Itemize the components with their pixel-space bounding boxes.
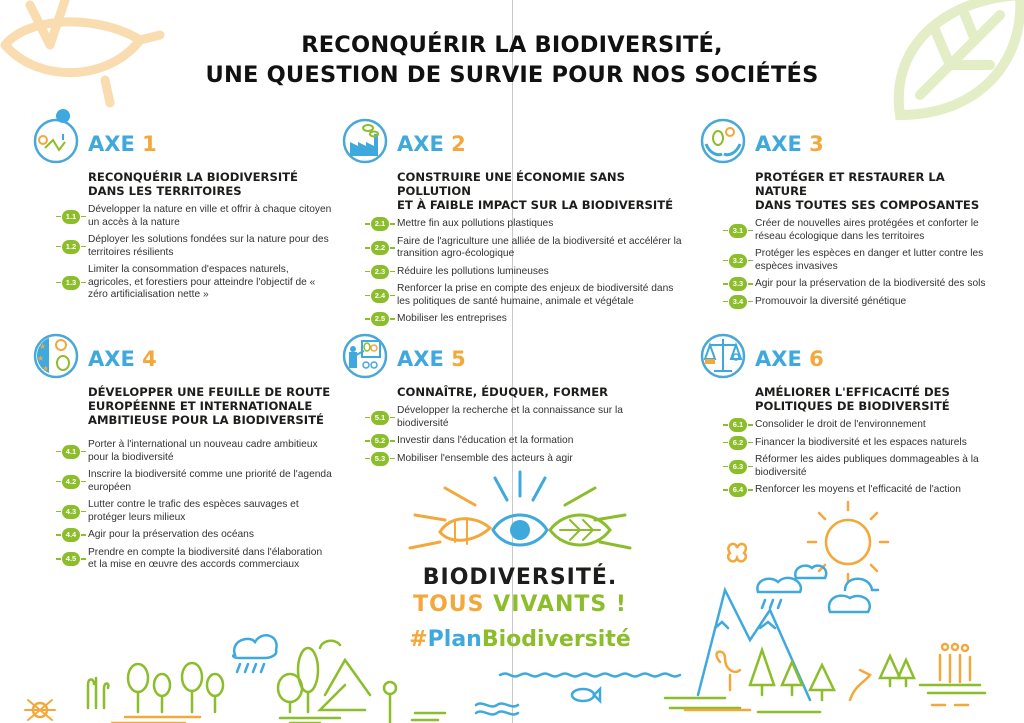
action-item: 3.3 Agir pour la préservation de la biodiversité des sols [700, 278, 1000, 291]
action-item: 6.2 Financer la biodiversité et les espaces naturels [700, 437, 1000, 450]
slogan-line-1: BIODIVERSITÉ. [422, 565, 618, 590]
action-item: 3.2 Protéger les espèces en danger et lutter contre les espèces invasives [700, 248, 1000, 273]
axe-6-section [700, 333, 1000, 502]
action-item: 6.3 Réformer les aides publiques dommageables à la biodiversité [700, 454, 1000, 479]
action-number-badge: 3.3 [729, 277, 747, 291]
action-item: 2.3 Réduire les pollutions lumineuses [342, 266, 687, 279]
factory-leaf-icon [342, 118, 388, 164]
axe-2-label: AXE 2 [397, 132, 466, 156]
page-title [0, 30, 1024, 90]
action-item: 3.1 Créer de nouvelles aires protégées et conforter le réseau écologique dans les territoires [700, 218, 1000, 243]
axe-5-subtitle: CONNAÎTRE, ÉDUQUER, FORMER [397, 385, 609, 399]
action-number-badge: 2.5 [371, 312, 389, 326]
action-item: 6.4 Renforcer les moyens et l'efficacité de l'action [700, 484, 1000, 497]
axe-2-subtitle: CONSTRUIRE UNE ÉCONOMIE SANS POLLUTION ET À FAIBLE IMPACT SUR LA BIODIVERSITÉ [397, 170, 674, 212]
action-item: 3.4 Promouvoir la diversité génétique [700, 296, 1000, 309]
action-number-badge: 2.2 [371, 241, 389, 255]
action-number-badge: 1.1 [62, 210, 80, 224]
axe-1-section [33, 118, 333, 307]
axe-5-label: AXE 5 [397, 347, 466, 371]
axe-6-subtitle: AMÉLIORER L'EFFICACITÉ DES POLITIQUES DE BIODIVERSITÉ [755, 385, 950, 413]
svg-text:★: ★ [42, 364, 50, 373]
action-number-badge: 2.3 [371, 265, 389, 279]
axe-2-section [342, 118, 687, 331]
action-number-badge: 4.5 [62, 552, 80, 566]
axe-3-label: AXE 3 [755, 132, 824, 156]
scales-justice-icon [700, 333, 746, 379]
action-number-badge: 4.3 [62, 505, 80, 519]
action-number-badge: 4.1 [62, 445, 80, 459]
action-number-badge: 2.4 [371, 289, 389, 303]
action-number-badge: 3.2 [729, 254, 747, 268]
teacher-board-icon [342, 333, 388, 379]
hands-protect-nature-icon [700, 118, 746, 164]
action-number-badge: 3.1 [729, 224, 747, 238]
axe-1-subtitle: RECONQUÉRIR LA BIODIVERSITÉ DANS LES TERRITOIRES [88, 170, 298, 198]
action-item: 1.1 Développer la nature en ville et offrir à chaque citoyen un accès à la nature [33, 204, 333, 229]
map-pin-nature-icon [33, 118, 79, 164]
action-number-badge: 3.4 [729, 295, 747, 309]
action-number-badge: 1.3 [62, 276, 80, 290]
action-item: 4.4 Agir pour la préservation des océans [33, 529, 333, 542]
action-item: 4.2 Inscrire la biodiversité comme une priorité de l'agenda européen [33, 469, 333, 494]
action-number-badge: 1.2 [62, 240, 80, 254]
action-number-badge: 2.1 [371, 217, 389, 231]
action-item: 4.5 Prendre en compte la biodiversité dans l'élaboration et la mise en œuvre des accords commerciaux [33, 547, 333, 572]
action-item: 5.2 Investir dans l'éducation et la formation [342, 435, 642, 448]
axe-5-section [342, 333, 642, 470]
europe-stars-icon [33, 333, 79, 379]
action-item: 1.2 Déployer les solutions fondées sur la nature pour des territoires résilients [33, 234, 333, 259]
title-line-2: UNE QUESTION DE SURVIE POUR NOS SOCIÉTÉS [205, 62, 819, 88]
svg-text:★: ★ [39, 342, 47, 351]
action-number-badge: 6.4 [729, 483, 747, 497]
hashtag: #PlanBiodiversité [409, 627, 631, 652]
action-number-badge: 6.1 [729, 418, 747, 432]
svg-text:★: ★ [37, 354, 45, 363]
action-number-badge: 5.3 [371, 452, 389, 466]
action-item: 5.1 Développer la recherche et la connaissance sur la biodiversité [342, 405, 642, 430]
landscape-right-illustration [440, 500, 1024, 723]
axe-4-section [33, 333, 333, 577]
slogan-line-2: TOUS VIVANTS ! [413, 592, 627, 617]
action-number-badge: 4.2 [62, 475, 80, 489]
action-item: 5.3 Mobiliser l'ensemble des acteurs à agir [342, 453, 642, 466]
action-item: 4.1 Porter à l'international un nouveau cadre ambitieux pour la biodiversité [33, 439, 333, 464]
action-number-badge: 5.1 [371, 411, 389, 425]
action-item: 2.1 Mettre fin aux pollutions plastiques [342, 218, 687, 231]
action-item: 4.3 Lutter contre le trafic des espèces sauvages et protéger leurs milieux [33, 499, 333, 524]
action-item: 2.5 Mobiliser les entreprises [342, 313, 687, 326]
axe-1-label: AXE 1 [88, 132, 157, 156]
action-item: 6.1 Consolider le droit de l'environnement [700, 419, 1000, 432]
action-number-badge: 4.4 [62, 528, 80, 542]
axe-3-section [700, 118, 1000, 313]
action-item: 1.3 Limiter la consommation d'espaces naturels, agricoles, et forestiers pour atteindre l'objectif de « zéro artificialisation nette » [33, 264, 333, 302]
title-line-1: RECONQUÉRIR LA BIODIVERSITÉ, [301, 32, 723, 58]
action-number-badge: 6.2 [729, 436, 747, 450]
axe-4-label: AXE 4 [88, 347, 157, 371]
axe-6-label: AXE 6 [755, 347, 824, 371]
action-number-badge: 5.2 [371, 434, 389, 448]
action-item: 2.2 Faire de l'agriculture une alliée de la biodiversité et accélérer la transition agro-écologique [342, 236, 687, 261]
action-item: 2.4 Renforcer la prise en compte des enjeux de biodiversité dans les politiques de santé humaine, animale et végétale [342, 283, 687, 308]
axe-3-subtitle: PROTÉGER ET RESTAURER LA NATURE DANS TOUTES SES COMPOSANTES [755, 170, 980, 212]
action-number-badge: 6.3 [729, 460, 747, 474]
axe-4-subtitle: DÉVELOPPER UNE FEUILLE DE ROUTE EUROPÉENNE ET INTERNATIONALE AMBITIEUSE POUR LA BIODIVERSITÉ [88, 385, 331, 427]
